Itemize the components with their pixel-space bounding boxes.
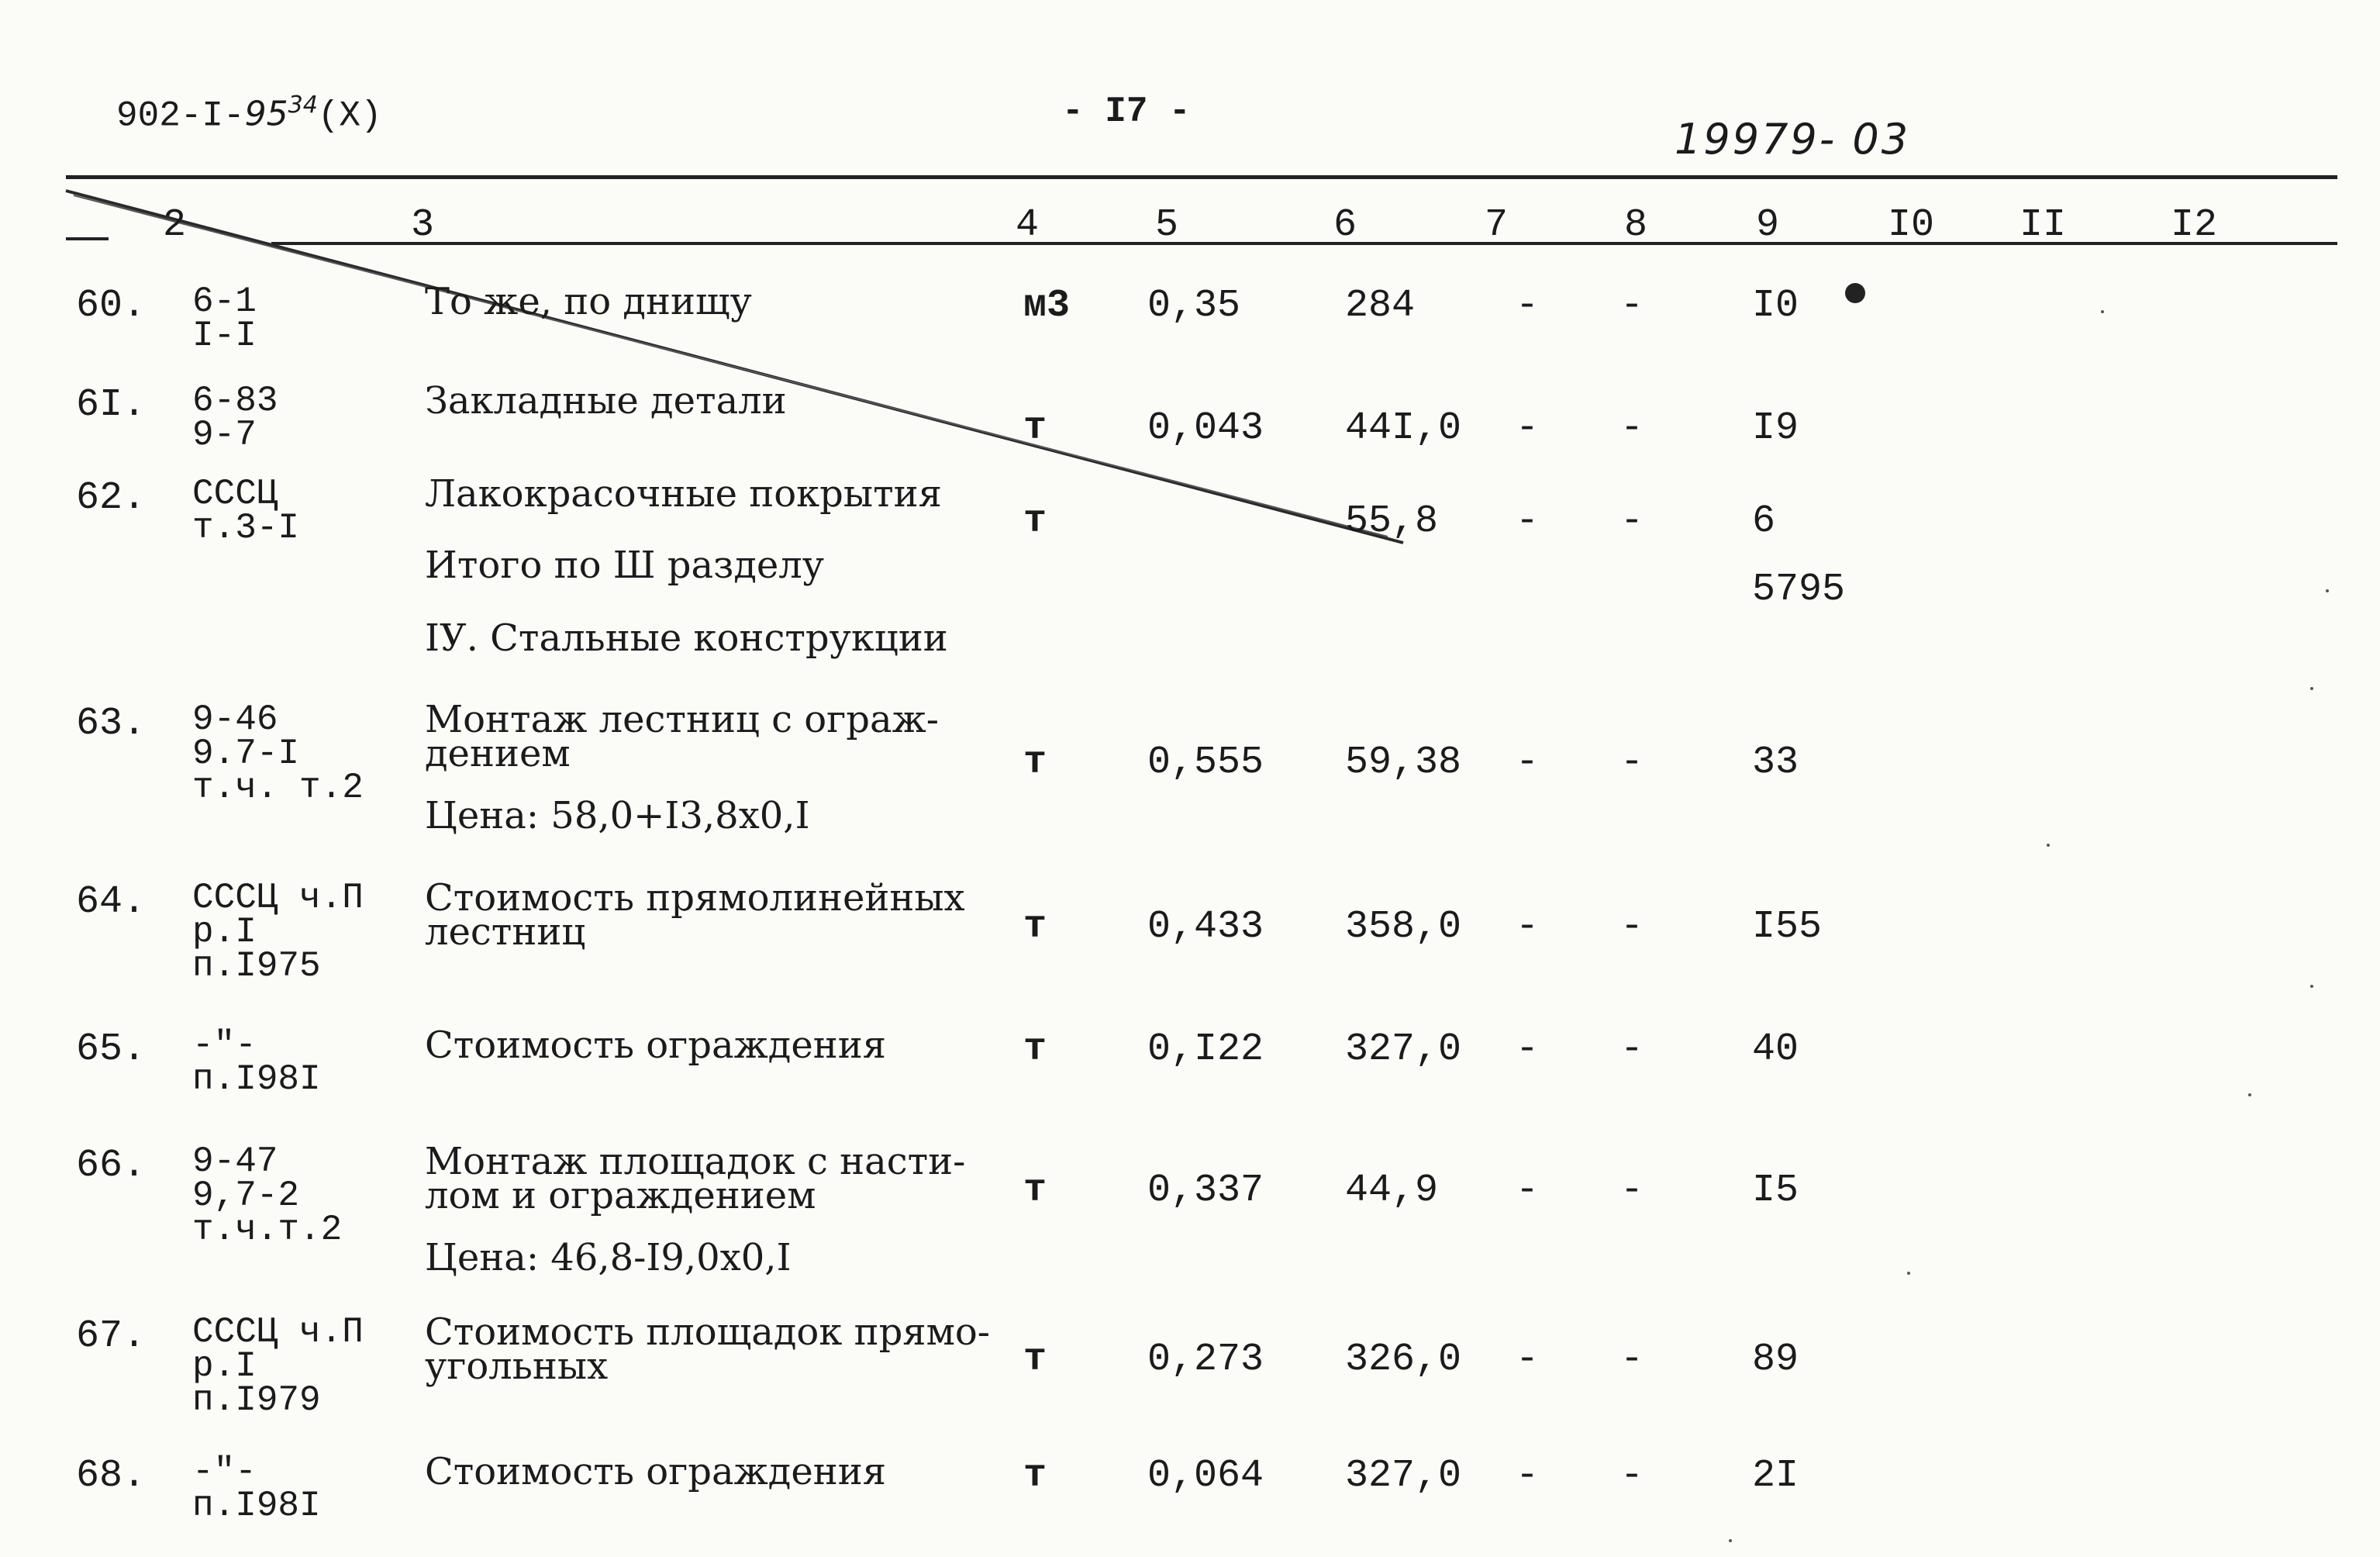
speck [2310, 687, 2313, 690]
work-description: лестниц [425, 910, 586, 954]
col7-value: - [1516, 499, 1540, 544]
quantity: 0,555 [1147, 741, 1264, 785]
total-value: 5795 [1752, 568, 1846, 612]
work-description: Закладные детали [425, 379, 787, 423]
column-number: 9 [1756, 203, 1780, 247]
speck [2326, 589, 2329, 592]
work-description: То же, по днищу [425, 280, 752, 323]
col7-value: - [1516, 1027, 1540, 1072]
col8-value: - [1620, 499, 1644, 544]
doc-code-superscript: 34 [288, 91, 318, 119]
total-value: I55 [1752, 905, 1823, 949]
norm-code: п.I98I [192, 1486, 321, 1526]
ink-dot [1845, 283, 1865, 303]
column-number: 3 [411, 203, 435, 247]
speck [1729, 1539, 1732, 1542]
norm-code: р.I [192, 912, 257, 952]
work-description: Стоимость ограждения [425, 1450, 887, 1493]
norm-code: п.I98I [192, 1059, 321, 1100]
work-description: Лакокрасочные покрытия [425, 472, 942, 516]
doc-code-prefix: 902-I- [116, 95, 245, 136]
quantity: 0,064 [1147, 1454, 1264, 1498]
col8-value: - [1620, 741, 1644, 785]
column-number: 2 [163, 203, 187, 247]
section-title: IУ. Стальные конструкции [425, 616, 948, 660]
unit: т [1023, 499, 1047, 544]
col7-value: - [1516, 284, 1540, 328]
column-number: I2 [2171, 203, 2218, 247]
column-number: 5 [1155, 203, 1179, 247]
unit: т [1023, 741, 1047, 785]
unit: т [1023, 406, 1047, 451]
norm-code: п.I979 [192, 1380, 321, 1421]
speck [2047, 844, 2050, 847]
norm-code: 9-47 [192, 1141, 278, 1182]
norm-code: СССЦ [192, 474, 278, 514]
norm-code: 9.7-I [192, 734, 300, 774]
unit-price: 59,38 [1345, 741, 1462, 785]
row-number: 6I. [76, 383, 147, 427]
quantity: 0,337 [1147, 1169, 1264, 1213]
norm-code: т.ч.т.2 [192, 1210, 343, 1250]
column-number: 7 [1485, 203, 1509, 247]
quantity: 0,433 [1147, 905, 1264, 949]
norm-code: -"- [192, 1452, 257, 1492]
norm-code: 6-1 [192, 281, 257, 322]
total-value: 2I [1752, 1454, 1799, 1498]
row-number: 62. [76, 476, 147, 520]
col8-value: - [1620, 1338, 1644, 1382]
col7-value: - [1516, 1169, 1540, 1213]
col8-value: - [1620, 1454, 1644, 1498]
col8-value: - [1620, 905, 1644, 949]
column-number: II [2020, 203, 2067, 247]
page-number: - I7 - [1062, 91, 1191, 132]
unit-price: 327,0 [1345, 1454, 1462, 1498]
quantity: 0,I22 [1147, 1027, 1264, 1072]
norm-code: СССЦ ч.П [192, 878, 364, 918]
row-number: 67. [76, 1314, 147, 1358]
row-number: 65. [76, 1027, 147, 1072]
row-number: 60. [76, 284, 147, 328]
norm-code: СССЦ ч.П [192, 1312, 364, 1352]
row-number: 68. [76, 1454, 147, 1498]
doc-code-suffix: (X) [317, 95, 382, 136]
norm-code: 6-83 [192, 381, 278, 421]
work-description: Монтаж лестниц с ограж- [425, 698, 939, 741]
norm-code: -"- [192, 1025, 257, 1065]
total-value: 6 [1752, 499, 1776, 544]
speck [1907, 1272, 1910, 1275]
work-description: Монтаж площадок с насти- [425, 1140, 966, 1183]
unit: т [1023, 1454, 1047, 1498]
column-number: I0 [1888, 203, 1935, 247]
doc-code-handwritten: 95 [244, 94, 288, 134]
unit-price: 44I,0 [1345, 406, 1462, 451]
column-number: 6 [1333, 203, 1357, 247]
norm-code: т.3-I [192, 508, 300, 548]
work-description: дением [425, 732, 571, 775]
unit-price: 358,0 [1345, 905, 1462, 949]
unit-price: 326,0 [1345, 1338, 1462, 1382]
unit-price: 55,8 [1345, 499, 1439, 544]
work-description: Итого по Ш разделу [425, 544, 825, 587]
col7-value: - [1516, 1454, 1540, 1498]
unit-price: 327,0 [1345, 1027, 1462, 1072]
col7-value: - [1516, 741, 1540, 785]
col8-value: - [1620, 284, 1644, 328]
column-number: 4 [1016, 203, 1040, 247]
quantity: 0,273 [1147, 1338, 1264, 1382]
work-description: Цена: 58,0+I3,8х0,I [425, 794, 810, 837]
col7-value: - [1516, 1338, 1540, 1382]
work-description: Цена: 46,8-I9,0х0,I [425, 1236, 792, 1279]
total-value: 33 [1752, 741, 1799, 785]
col7-value: - [1516, 905, 1540, 949]
quantity: 0,043 [1147, 406, 1264, 451]
unit: т [1023, 905, 1047, 949]
unit: т [1023, 1338, 1047, 1382]
total-value: I9 [1752, 406, 1799, 451]
unit: м3 [1023, 284, 1071, 328]
norm-code: 9,7-2 [192, 1176, 300, 1216]
norm-code: п.I975 [192, 946, 321, 986]
col7-value: - [1516, 406, 1540, 451]
unit: т [1023, 1169, 1047, 1213]
norm-code: I-I [192, 316, 257, 356]
unit-price: 284 [1345, 284, 1416, 328]
row-number: 66. [76, 1144, 147, 1188]
unit-price: 44,9 [1345, 1169, 1439, 1213]
unit: т [1023, 1027, 1047, 1072]
row-number: 64. [76, 880, 147, 924]
total-value: I0 [1752, 284, 1799, 328]
work-description: лом и ограждением [425, 1174, 816, 1217]
norm-code: 9-7 [192, 415, 257, 455]
norm-code: 9-46 [192, 699, 278, 740]
column-number: 8 [1624, 203, 1648, 247]
quantity: 0,35 [1147, 284, 1241, 328]
col8-value: - [1620, 1027, 1644, 1072]
handwritten-stamp: 19979- 03 [1675, 115, 1911, 164]
total-value: 89 [1752, 1338, 1799, 1382]
speck [2101, 310, 2104, 313]
col8-value: - [1620, 406, 1644, 451]
col8-value: - [1620, 1169, 1644, 1213]
speck [2310, 985, 2313, 988]
total-value: 40 [1752, 1027, 1799, 1072]
work-description: Стоимость площадок прямо- [425, 1310, 991, 1354]
work-description: Стоимость ограждения [425, 1024, 887, 1067]
norm-code: т.ч. т.2 [192, 768, 364, 808]
work-description: угольных [425, 1345, 609, 1388]
total-value: I5 [1752, 1169, 1799, 1213]
row-number: 63. [76, 702, 147, 746]
work-description: Стоимость прямолинейных [425, 876, 965, 920]
speck [2248, 1093, 2251, 1096]
norm-code: р.I [192, 1346, 257, 1386]
